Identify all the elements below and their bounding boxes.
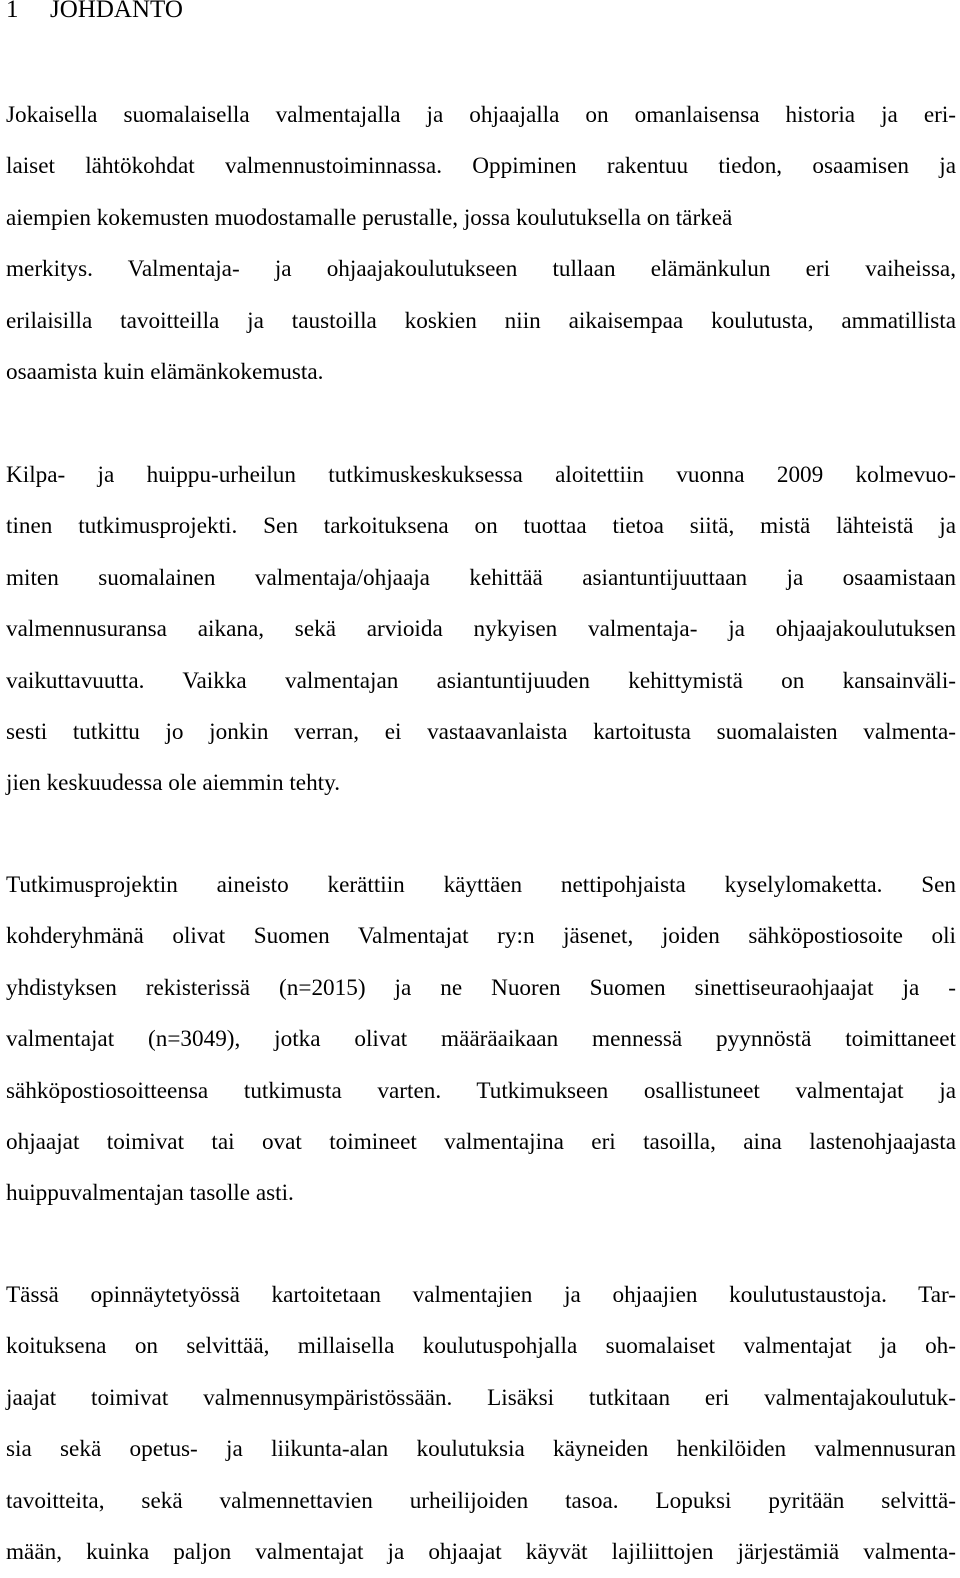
paragraph-line: Tässä opinnäytetyössä kartoitetaan valmentajien ja ohjaajien koulutustaustoja. Tar- [6, 1282, 956, 1308]
paragraph-line: Tutkimusprojektin aineisto kerättiin käyttäen nettipohjaista kyselylomaketta. Sen [6, 872, 956, 898]
paragraph-line: aiempien kokemusten muodostamalle perustalle, jossa koulutuksella on tärkeä [6, 204, 733, 231]
paragraph-line: kohderyhmänä olivat Suomen Valmentajat ry:n jäsenet, joiden sähköpostiosoite oli [6, 923, 956, 950]
paragraph-line: erilaisilla tavoitteilla ja taustoilla koskien niin aikaisempaa koulutusta, ammatillista [6, 307, 956, 334]
paragraph-line: yhdistyksen rekisterissä (n=2015) ja ne Nuoren Suomen sinettiseuraohjaajat ja - [6, 974, 956, 1001]
paragraph-1 [6, 90, 956, 398]
paragraph-line: sia sekä opetus- ja liikunta-alan koulutuksia käyneiden henkilöiden valmennusuran [6, 1436, 956, 1463]
paragraph-line: laiset lähtökohdat valmennustoiminnassa. Oppiminen rakentuu tiedon, osaamisen ja [6, 153, 956, 180]
paragraph-line: mään, kuinka paljon valmentajat ja ohjaajat käyvät lajiliittojen järjestämiä valmenta- [6, 1538, 956, 1565]
paragraph-line: valmentajat (n=3049), jotka olivat määräaikaan mennessä pyynnöstä toimittaneet [6, 1026, 956, 1053]
paragraph-line: tavoitteita, sekä valmennettavien urheilijoiden tasoa. Lopuksi pyritään selvittä- [6, 1487, 956, 1514]
section-number: 1 [6, 0, 19, 23]
paragraph-line: jien keskuudessa ole aiemmin tehty. [6, 770, 340, 797]
section-heading [6, 0, 183, 30]
paragraph-line: sesti tutkittu jo jonkin verran, ei vastaavanlaista kartoitusta suomalaisten valmenta- [6, 718, 956, 745]
paragraph-3 [6, 860, 956, 1220]
paragraph-line: Jokaisella suomalaisella valmentajalla ja ohjaajalla on omanlaisensa historia ja eri- [6, 102, 956, 128]
paragraph-line: valmennusuransa aikana, sekä arvioida nykyisen valmentaja- ja ohjaajakoulutuksen [6, 616, 956, 643]
paragraph-line: sähköpostiosoitteensa tutkimusta varten. Tutkimukseen osallistuneet valmentajat ja [6, 1077, 956, 1104]
paragraph-line: koituksena on selvittää, millaisella koulutuspohjalla suomalaiset valmentajat ja oh- [6, 1333, 956, 1360]
paragraph-line: jaajat toimivat valmennusympäristössään. Lisäksi tutkitaan eri valmentajakoulutuk- [6, 1384, 956, 1411]
paragraph-line: miten suomalainen valmentaja/ohjaaja kehittää asiantuntijuuttaan ja osaamistaan [6, 564, 956, 591]
paragraph-2 [6, 450, 956, 810]
section-title: JOHDANTO [50, 0, 183, 23]
paragraph-line: tinen tutkimusprojekti. Sen tarkoituksena on tuottaa tietoa siitä, mistä lähteistä ja [6, 513, 956, 540]
paragraph-line: vaikuttavuutta. Vaikka valmentajan asiantuntijuuden kehittymistä on kansainväli- [6, 667, 956, 694]
paragraph-line: merkitys. Valmentaja- ja ohjaajakoulutukseen tullaan elämänkulun eri vaiheissa, [6, 256, 956, 283]
paragraph-4 [6, 1270, 956, 1578]
paragraph-line: Kilpa- ja huippu-urheilun tutkimuskeskuksessa aloitettiin vuonna 2009 kolmevuo- [6, 462, 956, 488]
paragraph-line: ohjaajat toimivat tai ovat toimineet valmentajina eri tasoilla, aina lastenohjaajasta [6, 1128, 956, 1155]
paragraph-line: osaamista kuin elämänkokemusta. [6, 358, 324, 385]
paragraph-line: huippuvalmentajan tasolle asti. [6, 1180, 294, 1207]
